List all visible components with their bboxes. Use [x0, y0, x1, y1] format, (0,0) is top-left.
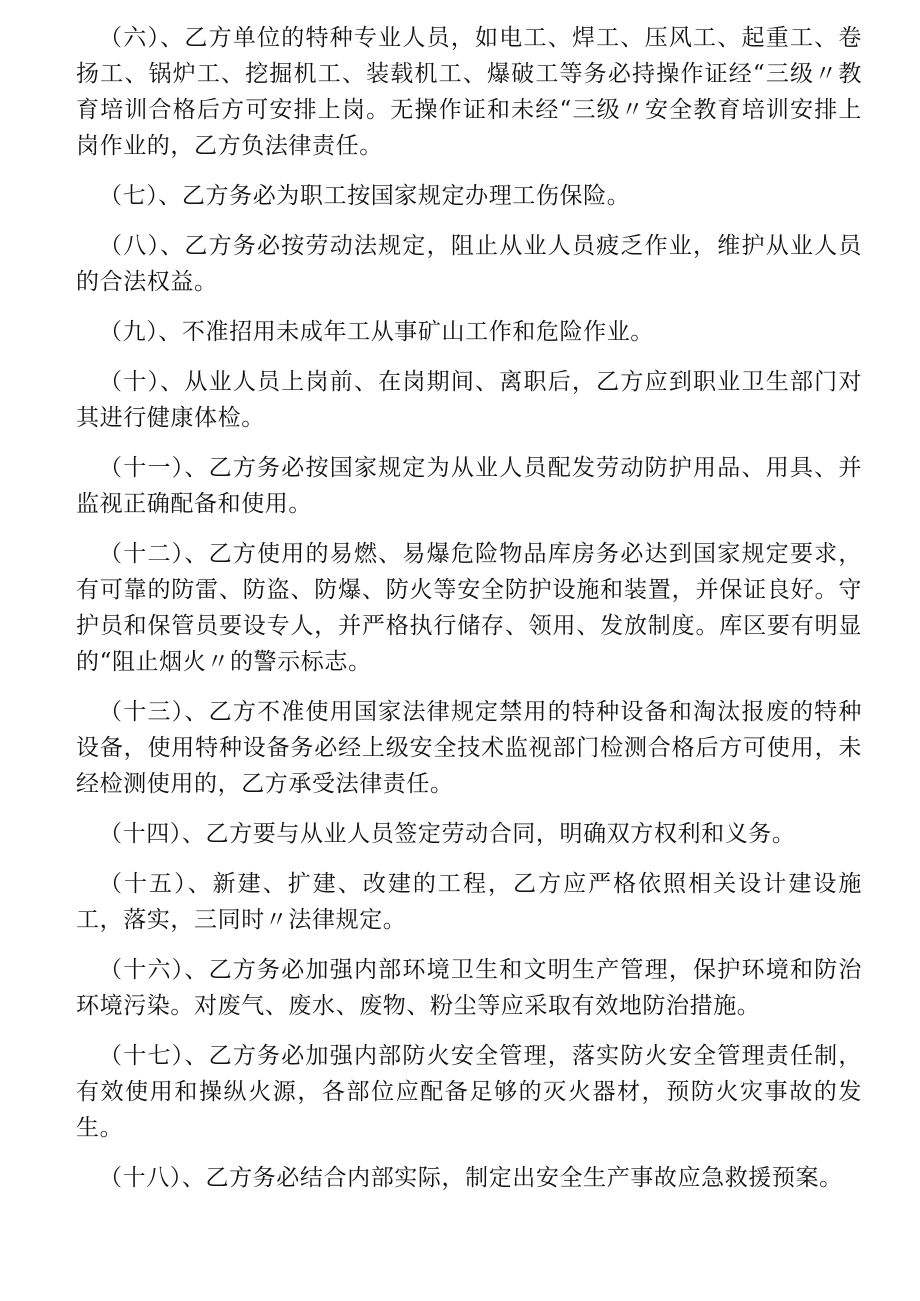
clause-11: （十一）、乙方务必按国家规定为从业人员配发劳动防护用品、用具、并监视正确配备和使用。 — [76, 455, 862, 517]
clause-12: （十二）、乙方使用的易燃、易爆危险物品库房务必达到国家规定要求，有可靠的防雷、防盗、防爆、防火等安全防护设施和装置，并保证良好。守护员和保管员要设专人，并严格执行储存、领用、发放制度。库区要有明显的“阻止烟火〃的警示标志。 — [76, 541, 862, 675]
clause-18: （十八）、乙方务必结合内部实际，制定出安全生产事故应急救援预案。 — [99, 1165, 843, 1191]
clause-8: （八）、乙方务必按劳动法规定，阻止从业人员疲乏作业，维护从业人员的合法权益。 — [76, 233, 862, 295]
clause-16: （十六）、乙方务必加强内部环境卫生和文明生产管理，保护环境和防治环境污染。对废气、废水、废物、粉尘等应采取有效地防治措施。 — [76, 957, 862, 1019]
clause-14: （十四）、乙方要与从业人员签定劳动合同，明确双方权利和义务。 — [99, 821, 796, 847]
clause-15: （十五）、新建、扩建、改建的工程，乙方应严格依照相关设计建设施工，落实，三同时〃法律规定。 — [76, 871, 862, 933]
clause-6: （六）、乙方单位的特种专业人员，如电工、焊工、压风工、起重工、卷扬工、锅炉工、挖掘机工、装载机工、爆破工等务必持操作证经“三级〃教育培训合格后方可安排上岗。无操作证和未经“三级〃安全教育培训安排上岗作业的，乙方负法律责任。 — [76, 25, 862, 159]
document-page — [76, 20, 862, 1210]
clause-17: （十七）、乙方务必加强内部防火安全管理，落实防火安全管理责任制，有效使用和操纵火源，各部位应配备足够的灭火器材，预防火灾事故的发生。 — [76, 1043, 862, 1141]
clause-7: （七）、乙方务必为职工按国家规定办理工伤保险。 — [99, 183, 631, 209]
clause-9: （九）、不准招用未成年工从事矿山工作和危险作业。 — [99, 319, 654, 345]
clause-10: （十）、从业人员上岗前、在岗期间、离职后，乙方应到职业卫生部门对其进行健康体检。 — [76, 369, 862, 431]
clause-13: （十三）、乙方不准使用国家法律规定禁用的特种设备和淘汰报废的特种设备，使用特种设备务必经上级安全技术监视部门检测合格后方可使用，未经检测使用的，乙方承受法律责任。 — [76, 699, 862, 797]
